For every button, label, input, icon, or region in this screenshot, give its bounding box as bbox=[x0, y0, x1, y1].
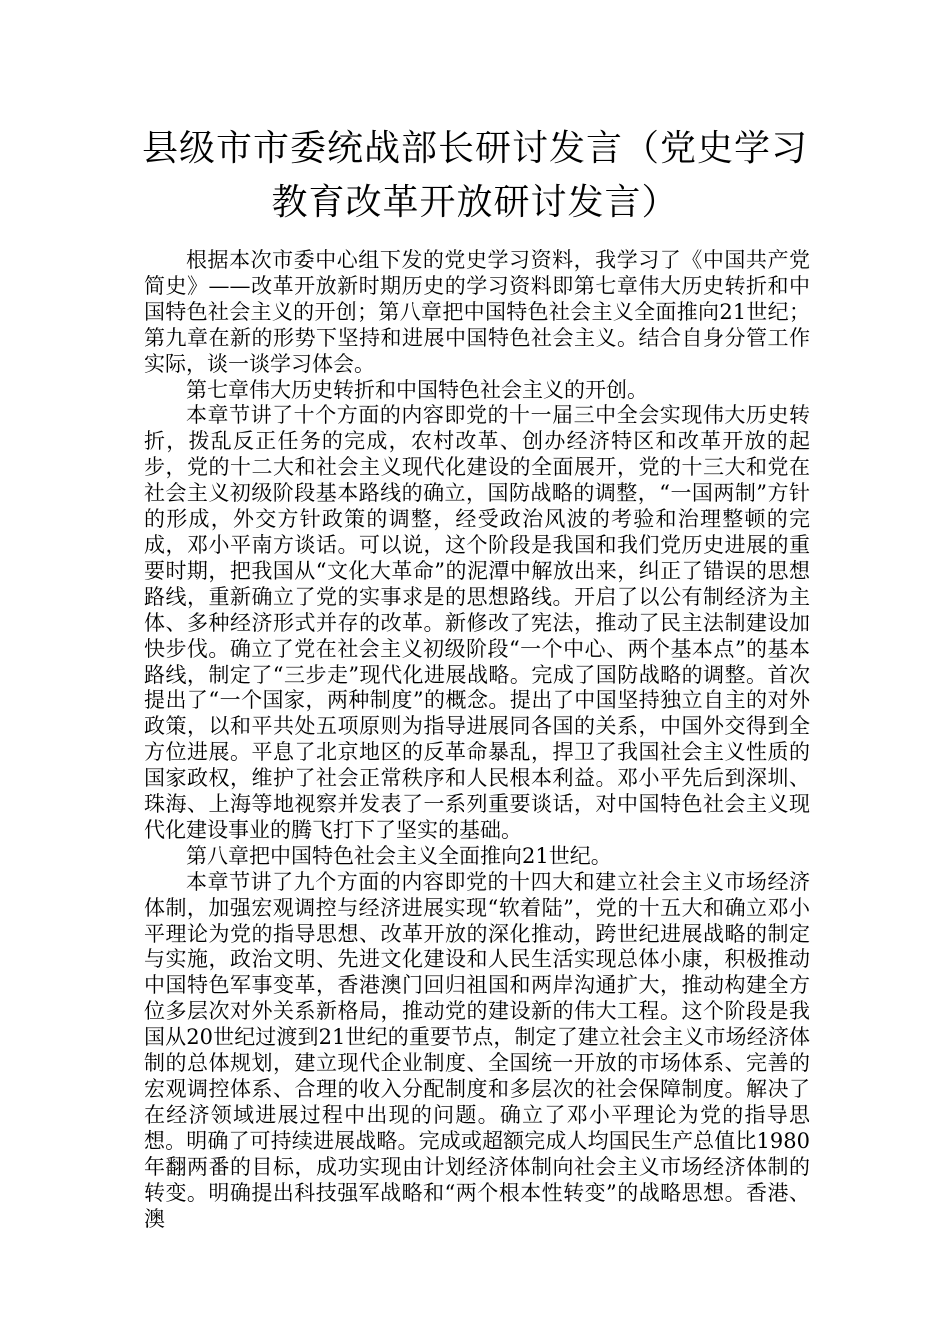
document-title bbox=[130, 122, 820, 230]
chapter-8-paragraph: 本章节讲了九个方面的内容即党的十四大和建立社会主义市场经济体制，加强宏观调控与经济进展实现“软着陆”，党的十五大和确立邓小平理论为党的指导思想、改革开放的深化推动，跨世纪进展战略的制定与实施，政治文明、先进文化建设和人民生活实现总体小康，积极推动中国特色军事变革，香港澳门回归祖国和两岸沟通扩大，推动构建全方位多层次对外关系新格局，推动党的建设新的伟大工程。这个阶段是我国从20世纪过渡到21世纪的重要节点，制定了建立社会主义市场经济体制的总体规划，建立现代企业制度、全国统一开放的市场体系、完善的宏观调控体系、合理的收入分配制度和多层次的社会保障制度。解决了在经济领域进展过程中出现的问题。确立了邓小平理论为党的指导思想。明确了可持续进展战略。完成或超额完成人均国民生产总值比1980年翻两番的目标，成功实现由计划经济体制向社会主义市场经济体制的转变。明确提出科技强军战略和“两个根本性转变”的战略思想。香港、澳 bbox=[144, 869, 810, 1231]
chapter-7-heading: 第七章伟大历史转折和中国特色社会主义的开创。 bbox=[186, 377, 648, 402]
title-line-2: 教育改革开放研讨发言） bbox=[271, 182, 679, 223]
title-line-1: 县级市市委统战部长研讨发言（党史学习 bbox=[141, 128, 808, 169]
paragraph-intro: 根据本次市委中心组下发的党史学习资料，我学习了《中国共产党简史》——改革开放新时期历史的学习资料即第七章伟大历史转折和中国特色社会主义的开创；第八章把中国特色社会主义全面推向21世纪；第九章在新的形势下坚持和进展中国特色社会主义。结合自身分管工作实际，谈一谈学习体会。 bbox=[144, 248, 810, 376]
chapter-7-paragraph: 本章节讲了十个方面的内容即党的十一届三中全会实现伟大历史转折，拨乱反正任务的完成，农村改革、创办经济特区和改革开放的起步，党的十二大和社会主义现代化建设的全面展开，党的十三大和党在社会主义初级阶段基本路线的确立，国防战略的调整，“一国两制”方针的形成，外交方针政策的调整，经受政治风波的考验和治理整顿的完成，邓小平南方谈话。可以说，这个阶段是我国和我们党历史进展的重要时期，把我国从“文化大革命”的泥潭中解放出来，纠正了错误的思想路线，重新确立了党的实事求是的思想路线。开启了以公有制经济为主体、多种经济形式并存的改革。新修改了宪法，推动了民主法制建设加快步伐。确立了党在社会主义初级阶段“一个中心、两个基本点”的基本路线，制定了“三步走”现代化进展战略。完成了国防战略的调整。首次提出了“一个国家，两种制度”的概念。提出了中国坚持独立自主的对外政策，以和平共处五项原则为指导进展同各国的关系，中国外交得到全方位进展。平息了北京地区的反革命暴乱，捍卫了我国社会主义性质的国家政权，维护了社会正常秩序和人民根本利益。邓小平先后到深圳、珠海、上海等地视察并发表了一系列重要谈话，对中国特色社会主义现代化建设事业的腾飞打下了坚实的基础。 bbox=[144, 403, 810, 842]
document-body bbox=[144, 248, 810, 1232]
chapter-8-heading: 第八章把中国特色社会主义全面推向21世纪。 bbox=[186, 843, 612, 868]
